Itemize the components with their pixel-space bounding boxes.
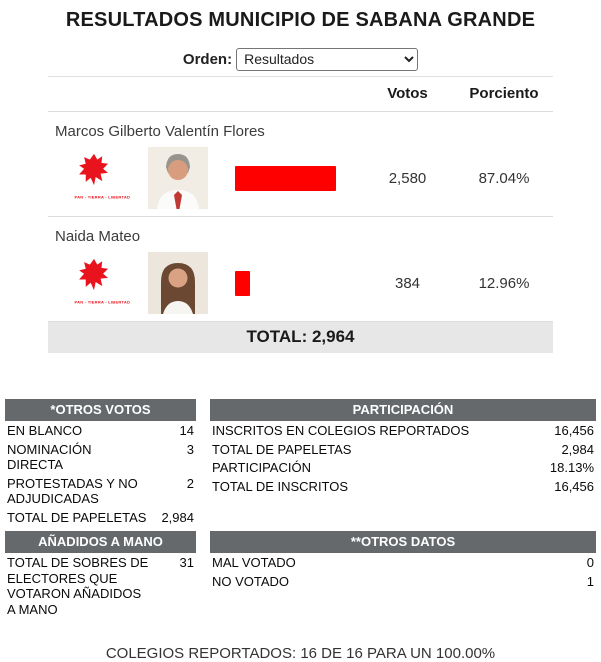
row-label: MAL VOTADO — [212, 555, 296, 570]
panel-anadidos-a-mano — [5, 531, 196, 618]
row-label: EN BLANCO — [7, 423, 83, 438]
candidate-photo — [148, 252, 208, 314]
panel-otros-datos — [210, 531, 596, 590]
party-slogan: PAN - TIERRA - LIBERTAD — [74, 194, 131, 199]
row-label: TOTAL DE INSCRITOS — [212, 478, 349, 494]
panel-row — [5, 421, 196, 440]
panel-row — [210, 458, 596, 477]
candidate-row — [48, 123, 553, 217]
panel-row — [210, 440, 596, 459]
colegios-reportados-status: COLEGIOS REPORTADOS: 16 DE 16 PARA UN 100.00% — [105, 645, 496, 662]
results-table-header — [48, 77, 553, 112]
party-slogan: PAN - TIERRA - LIBERTAD — [74, 299, 131, 304]
total-banner: TOTAL: 2,964 — [48, 322, 553, 353]
page-title: RESULTADOS MUNICIPIO DE SABANA GRANDE — [65, 9, 536, 31]
order-row — [0, 47, 601, 71]
votes-value: 2,580 — [388, 169, 427, 187]
row-label: INSCRITOS EN COLEGIOS REPORTADOS — [212, 423, 470, 438]
panel-participacion — [210, 399, 596, 495]
panel-row — [5, 440, 196, 474]
panel-row — [210, 477, 596, 496]
row-label: TOTAL DE PAPELETAS — [212, 441, 352, 457]
party-logo-ppd — [55, 153, 133, 204]
row-label: TOTAL DE SOBRES DE ELECTORES QUE VOTARON AÑADIDOS A MANO — [7, 555, 149, 617]
vote-bar — [235, 271, 250, 296]
row-value: 31 — [179, 555, 194, 570]
candidate-name: Naida Mateo — [55, 228, 141, 245]
panel-row — [5, 508, 196, 527]
panel-otros-datos-header: **OTROS DATOS — [210, 531, 596, 553]
row-value: 3 — [186, 441, 194, 457]
panel-row — [210, 421, 596, 440]
candidate-photo — [148, 147, 208, 209]
row-label: NO VOTADO — [212, 573, 290, 589]
results-table — [48, 76, 553, 322]
panel-row — [5, 553, 196, 618]
panel-anadidos-a-mano-header: AÑADIDOS A MANO — [5, 531, 196, 553]
order-label: Orden: — [182, 50, 233, 68]
column-header-votes: Votos — [387, 85, 428, 102]
party-logo-ppd — [55, 258, 133, 309]
panel-otros-votos-header: *OTROS VOTOS — [5, 399, 196, 421]
row-value: 2 — [186, 475, 194, 491]
candidate-name: Marcos Gilberto Valentín Flores — [55, 123, 265, 140]
panel-row — [210, 553, 596, 572]
column-header-percent: Porciento — [469, 85, 539, 102]
percent-value: 87.04% — [478, 169, 530, 187]
panel-participacion-header: PARTICIPACIÓN — [210, 399, 596, 421]
order-select[interactable] — [236, 48, 418, 71]
row-label: PARTICIPACIÓN — [212, 460, 311, 475]
row-value: 1 — [586, 573, 594, 589]
panel-row — [210, 572, 596, 591]
row-value: 14 — [179, 423, 194, 438]
row-value: 16,456 — [554, 478, 594, 494]
row-label: PROTESTADAS Y NO ADJUDICADAS — [7, 475, 138, 506]
vote-bar — [235, 166, 336, 191]
percent-value: 12.96% — [478, 274, 530, 292]
votes-value: 384 — [394, 274, 421, 292]
candidate-row — [48, 228, 553, 322]
panel-row — [5, 474, 196, 508]
panel-otros-votos — [5, 399, 196, 526]
row-value: 2,984 — [161, 509, 194, 525]
row-value: 16,456 — [554, 423, 594, 438]
row-value: 0 — [586, 555, 594, 570]
row-label: TOTAL DE PAPELETAS — [7, 509, 147, 525]
pava-icon — [77, 178, 111, 195]
row-label: NOMINACIÓN DIRECTA — [7, 441, 92, 472]
row-value: 18.13% — [549, 460, 594, 475]
summary-panels — [5, 399, 596, 618]
pava-icon — [77, 283, 111, 300]
row-value: 2,984 — [561, 441, 594, 457]
